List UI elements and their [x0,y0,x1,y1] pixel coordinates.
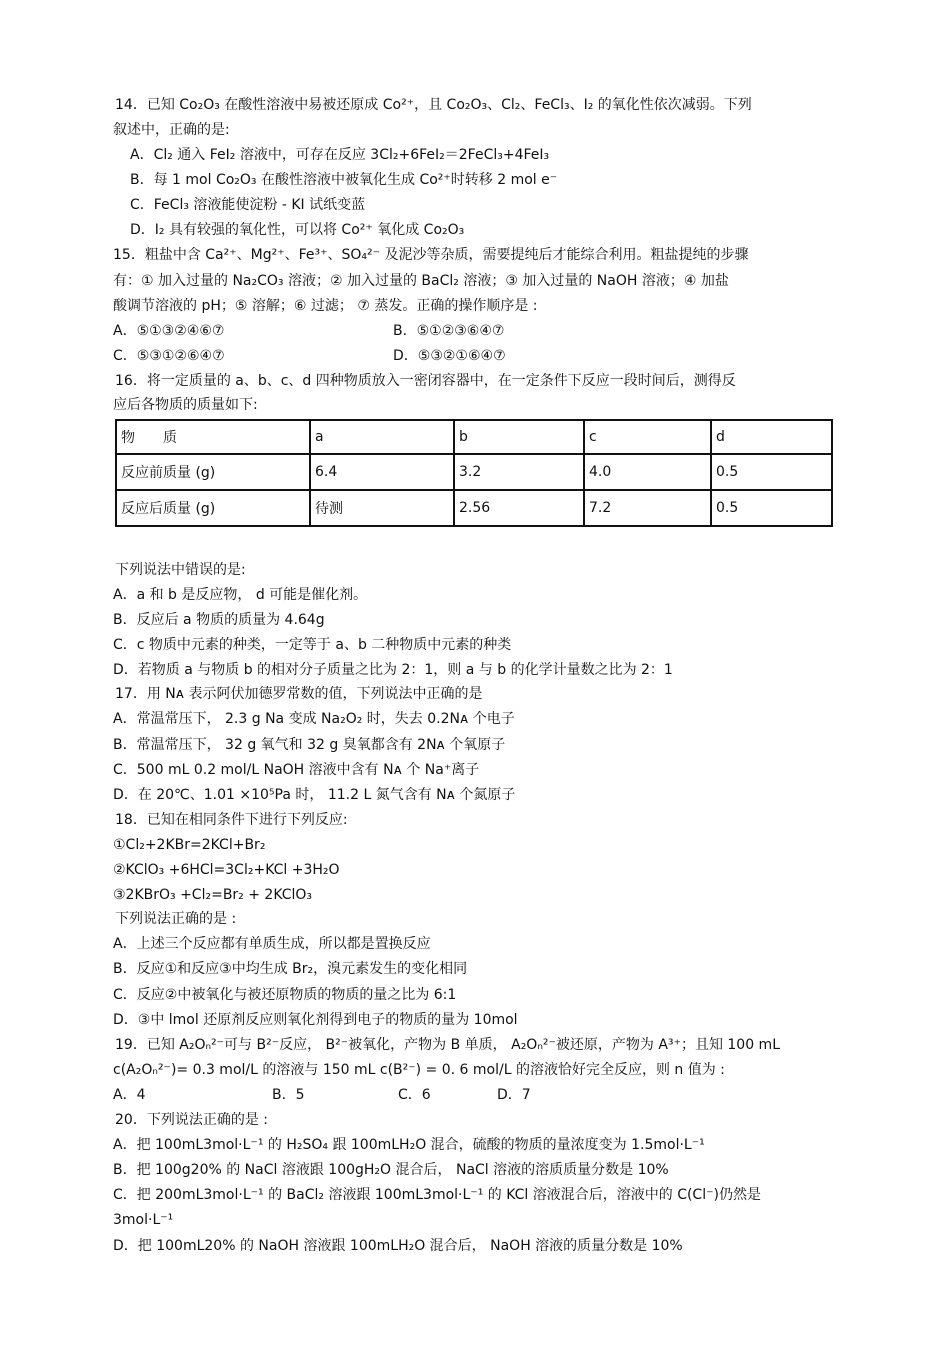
table-cell: 0.5 [711,490,832,526]
table-row [116,454,832,490]
q15-option-a: A．⑤①③②④⑥⑦ [113,323,225,339]
q16-option-b: B．反应后 a 物质的质量为 4.64g [113,612,325,628]
q17-stem: 17．用 Nᴀ 表示阿伏加德罗常数的值，下列说法中正确的是 [115,686,483,702]
q19-option-c: C．6 [398,1087,431,1103]
q15-option-c: C．⑤③①②⑥④⑦ [113,348,225,364]
table-cell: a [310,420,454,454]
table-cell: 3.2 [454,454,584,490]
q16-stem-line2: 应后各物质的质量如下: [113,397,258,413]
q16-prompt: 下列说法中错误的是: [115,562,246,578]
q14-stem-line2: 叙述中，正确的是: [113,122,230,138]
table-cell: 7.2 [584,490,711,526]
q17-option-b: B．常温常压下， 32 g 氧气和 32 g 臭氧都含有 2Nᴀ 个氧原子 [113,737,506,753]
q18-prompt: 下列说法正确的是 : [115,911,237,927]
q20-option-c-line1: C．把 200mL3mol·L⁻¹ 的 BaCl₂ 溶液跟 100mL3mol·L⁻¹ 的 KCl 溶液混合后，溶液中的 C(Cl⁻)仍然是 [113,1187,761,1203]
q19-stem-line2: c(A₂Oₙ²⁻)= 0.3 mol/L 的溶液与 150 mL c(B²⁻) = 0. 6 mol/L 的溶液恰好完全反应，则 n 值为 : [113,1062,725,1078]
q16-stem-line1: 16．将一定质量的 a、b、c、d 四种物质放入一密闭容器中，在一定条件下反应一段时间后，测得反 [115,373,736,389]
table-row [116,490,832,526]
q17-option-a: A．常温常压下， 2.3 g Na 变成 Na₂O₂ 时，失去 0.2Nᴀ 个电子 [113,711,515,727]
table-cell: 物 质 [116,420,310,454]
q16-option-c: C．c 物质中元素的种类，一定等于 a、b 二种物质中元素的种类 [113,637,512,653]
mass-table [115,419,833,527]
q17-option-d: D．在 20℃、1.01 ×10⁵Pa 时， 11.2 L 氮气含有 Nᴀ 个氮原子 [113,787,516,803]
q15-stem-line2: 有：① 加入过量的 Na₂CO₃ 溶液；② 加入过量的 BaCl₂ 溶液；③ 加入过量的 NaOH 溶液；④ 加盐 [113,273,729,289]
q20-option-d: D．把 100mL20% 的 NaOH 溶液跟 100mLH₂O 混合后， NaOH 溶液的质量分数是 10% [113,1238,683,1254]
q18-option-d: D．③中 lmol 还原剂反应则氧化剂得到电子的物质的量为 10mol [113,1012,518,1028]
q18-reaction-2: ②KClO₃ +6HCl=3Cl₂+KCl +3H₂O [113,862,340,878]
table-cell: 0.5 [711,454,832,490]
table-cell: 2.56 [454,490,584,526]
q14-stem-line1: 14．已知 Co₂O₃ 在酸性溶液中易被还原成 Co²⁺，且 Co₂O₃、Cl₂、FeCl₃、I₂ 的氧化性依次减弱。下列 [115,97,752,113]
q20-option-a: A．把 100mL3mol·L⁻¹ 的 H₂SO₄ 跟 100mLH₂O 混合，硫酸的物质的量浓度变为 1.5mol·L⁻¹ [113,1137,705,1153]
q15-option-b: B．⑤①②③⑥④⑦ [393,323,505,339]
table-header-row [116,420,832,454]
q18-option-b: B．反应①和反应③中均生成 Br₂，溴元素发生的变化相同 [113,961,468,977]
q17-option-c: C．500 mL 0.2 mol/L NaOH 溶液中含有 Nᴀ 个 Na⁺离子 [113,762,480,778]
q15-option-d: D．⑤③②①⑥④⑦ [393,348,506,364]
table-cell: 反应后质量 (g) [116,490,310,526]
q16-option-a: A．a 和 b 是反应物， d 可能是催化剂。 [113,587,368,603]
table-cell: c [584,420,711,454]
q18-stem: 18．已知在相同条件下进行下列反应: [115,812,348,828]
q20-option-c-line2: 3mol·L⁻¹ [113,1212,174,1228]
q14-option-b: B．每 1 mol Co₂O₃ 在酸性溶液中被氧化生成 Co²⁺时转移 2 mol e⁻ [130,172,558,188]
q14-option-c: C．FeCl₃ 溶液能使淀粉 - KI 试纸变蓝 [130,197,366,213]
q18-option-a: A．上述三个反应都有单质生成，所以都是置换反应 [113,936,431,952]
table-cell: 6.4 [310,454,454,490]
table-cell: 反应前质量 (g) [116,454,310,490]
q14-option-d: D．I₂ 具有较强的氧化性，可以将 Co²⁺ 氧化成 Co₂O₃ [130,222,465,238]
table-cell: 待测 [310,490,454,526]
q19-option-b: B．5 [272,1087,305,1103]
table-cell: d [711,420,832,454]
q14-option-a: A．Cl₂ 通入 FeI₂ 溶液中，可存在反应 3Cl₂+6FeI₂＝2FeCl₃+4FeI₃ [130,147,550,163]
table-cell: 4.0 [584,454,711,490]
q20-option-b: B．把 100g20% 的 NaCl 溶液跟 100gH₂O 混合后， NaCl 溶液的溶质质量分数是 10% [113,1162,669,1178]
q15-stem-line3: 酸调节溶液的 pH；⑤ 溶解；⑥ 过滤； ⑦ 蒸发。正确的操作顺序是 : [113,298,538,314]
q18-reaction-3: ③2KBrO₃ +Cl₂=Br₂ + 2KClO₃ [113,887,313,903]
q19-stem-line1: 19．已知 A₂Oₙ²⁻可与 B²⁻反应， B²⁻被氧化，产物为 B 单质， A₂Oₙ²⁻被还原，产物为 A³⁺；且知 100 mL [115,1037,780,1053]
q18-reaction-1: ①Cl₂+2KBr=2KCl+Br₂ [113,837,266,853]
q19-option-a: A．4 [113,1087,146,1103]
q19-option-d: D．7 [497,1087,531,1103]
table-cell: b [454,420,584,454]
q15-stem-line1: 15．粗盐中含 Ca²⁺、Mg²⁺、Fe³⁺、SO₄²⁻ 及泥沙等杂质，需要提纯后才能综合利用。粗盐提纯的步骤 [113,247,749,263]
q20-stem: 20．下列说法正确的是 : [115,1112,268,1128]
q16-option-d: D．若物质 a 与物质 b 的相对分子质量之比为 2：1，则 a 与 b 的化学计量数之比为 2：1 [113,662,673,678]
q18-option-c: C．反应②中被氧化与被还原物质的物质的量之比为 6:1 [113,987,457,1003]
